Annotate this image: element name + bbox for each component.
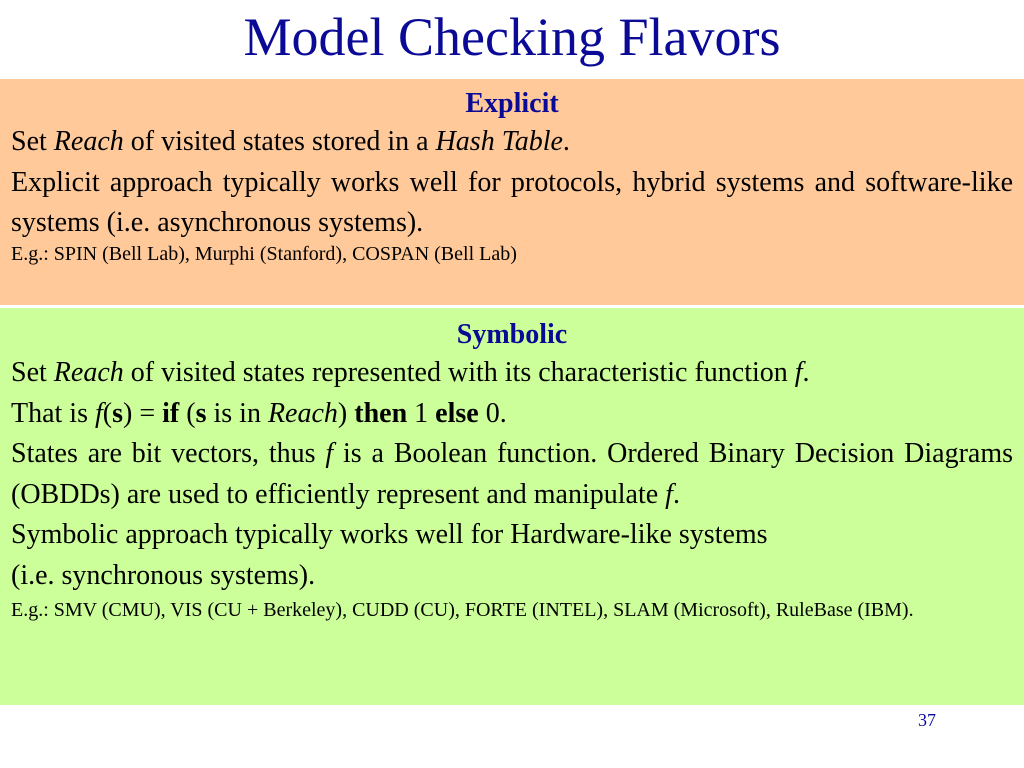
text: ): [337, 397, 355, 429]
text: of visited states stored in a: [123, 126, 436, 157]
f-term: f: [325, 438, 334, 469]
symbolic-approach-text: Symbolic approach typically works well for Hardware-like systems: [11, 519, 768, 550]
else-keyword: else: [435, 397, 479, 429]
f-term: f: [665, 478, 673, 510]
text: ) =: [123, 397, 163, 429]
text: States are bit vectors, thus: [11, 438, 326, 469]
then-keyword: then: [354, 397, 408, 429]
hash-table-term: Hash Table: [435, 126, 563, 157]
symbolic-approach-text-2: (i.e. synchronous systems).: [11, 559, 316, 591]
text: .: [802, 357, 810, 388]
f-term: f: [794, 357, 803, 388]
text: 1: [407, 397, 436, 429]
text: 0.: [478, 397, 507, 429]
explicit-reach-line: [11, 122, 1013, 163]
explicit-examples: E.g.: SPIN (Bell Lab), Murphi (Stanford), COSPAN (Bell Lab): [11, 242, 517, 265]
text: (: [179, 397, 196, 429]
if-keyword: if: [162, 397, 180, 429]
s-term: s: [195, 397, 207, 429]
reach-term: Reach: [53, 126, 124, 157]
symbolic-heading: Symbolic: [456, 319, 568, 350]
slide-title: Model Checking Flavors: [243, 7, 781, 67]
text: Set: [11, 357, 54, 388]
explicit-heading: Explicit: [465, 88, 559, 119]
explicit-box: [0, 79, 1024, 305]
reach-term: Reach: [267, 397, 338, 429]
text: .: [562, 126, 570, 157]
symbolic-definition-line: [11, 394, 1013, 435]
symbolic-reach-line: [11, 353, 1013, 394]
text: That is: [11, 397, 95, 429]
symbolic-examples: E.g.: SMV (CMU), VIS (CU + Berkeley), CUDD (CU), FORTE (INTEL), SLAM (Microsoft), RuleBase (IBM).: [11, 599, 914, 621]
f-term: f: [95, 397, 103, 429]
page-number: 37: [918, 710, 936, 730]
text: .: [672, 478, 680, 510]
explicit-approach-text: Explicit approach typically works well for protocols, hybrid systems and software-like systems (i.e. asynchronous systems).: [11, 166, 1013, 238]
text: (: [102, 397, 113, 429]
text: Set: [11, 126, 54, 157]
text: is a Boolean function. Ordered Binary Decision Diagrams (OBDDs) are used to efficiently represent and manipulate: [11, 438, 1013, 510]
reach-term: Reach: [53, 357, 124, 388]
text: is in: [206, 397, 268, 429]
s-term: s: [112, 397, 124, 429]
symbolic-box: [0, 308, 1024, 705]
symbolic-obdd-text: [11, 434, 1013, 515]
text: of visited states represented with its characteristic function: [123, 357, 795, 388]
